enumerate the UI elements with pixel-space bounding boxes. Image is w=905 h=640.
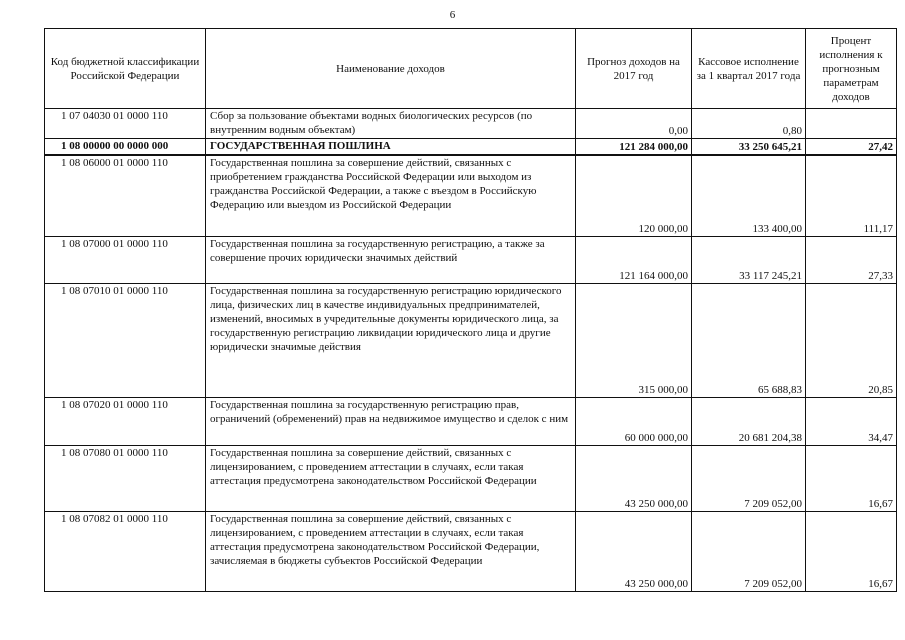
cell-forecast: 43 250 000,00 [576, 446, 692, 512]
cell-forecast: 121 164 000,00 [576, 237, 692, 284]
table-row [45, 109, 897, 139]
cell-percent: 34,47 [806, 398, 897, 446]
header-name: Наименование доходов [206, 29, 576, 109]
table-row-total [45, 139, 897, 155]
cell-cash: 0,80 [692, 109, 806, 139]
cell-percent: 16,67 [806, 512, 897, 592]
header-forecast: Прогноз доходов на 2017 год [576, 29, 692, 109]
cell-forecast: 0,00 [576, 109, 692, 139]
cell-percent: 27,42 [806, 139, 897, 155]
cell-cash: 7 209 052,00 [692, 446, 806, 512]
cell-code: 1 08 07080 01 0000 110 [45, 446, 206, 512]
cell-name: Государственная пошлина за совершение действий, связанных с приобретением гражданства Российской Федерации или выходом из гражданства Российской Федерации, а также с въездом в Российскую Федерацию или выездом из Российской Федерации [206, 155, 576, 237]
cell-cash: 7 209 052,00 [692, 512, 806, 592]
cell-percent: 16,67 [806, 446, 897, 512]
cell-forecast: 315 000,00 [576, 284, 692, 398]
cell-percent: 20,85 [806, 284, 897, 398]
cell-percent [806, 109, 897, 139]
cell-cash: 33 250 645,21 [692, 139, 806, 155]
table-row [45, 398, 897, 446]
header-percent: Процент исполнения к прогнозным параметрам доходов [806, 29, 897, 109]
cell-name: Государственная пошлина за государственную регистрацию, а также за совершение прочих юридически значимых действий [206, 237, 576, 284]
cell-name: Государственная пошлина за государственную регистрацию прав, ограничений (обременений) прав на недвижимое имущество и сделок с ним [206, 398, 576, 446]
cell-cash: 133 400,00 [692, 155, 806, 237]
cell-forecast: 43 250 000,00 [576, 512, 692, 592]
cell-name: Государственная пошлина за совершение действий, связанных с лицензированием, с проведением аттестации в случаях, если такая аттестация предусмотрена законодательством Российской Федерации, зачисляемая в бюджеты субъектов Российской Федерации [206, 512, 576, 592]
cell-percent: 27,33 [806, 237, 897, 284]
cell-code: 1 08 00000 00 0000 000 [45, 139, 206, 155]
cell-forecast: 120 000,00 [576, 155, 692, 237]
revenue-table [44, 28, 897, 592]
table-row [45, 512, 897, 592]
cell-forecast: 121 284 000,00 [576, 139, 692, 155]
page-number: 6 [449, 9, 456, 21]
cell-percent: 111,17 [806, 155, 897, 237]
cell-code: 1 08 07082 01 0000 110 [45, 512, 206, 592]
table-row [45, 284, 897, 398]
cell-name: ГОСУДАРСТВЕННАЯ ПОШЛИНА [206, 139, 576, 155]
cell-code: 1 07 04030 01 0000 110 [45, 109, 206, 139]
cell-code: 1 08 07000 01 0000 110 [45, 237, 206, 284]
cell-code: 1 08 07010 01 0000 110 [45, 284, 206, 398]
table-row [45, 446, 897, 512]
table-row [45, 237, 897, 284]
cell-cash: 65 688,83 [692, 284, 806, 398]
cell-name: Сбор за пользование объектами водных биологических ресурсов (по внутренним водным объектам) [206, 109, 576, 139]
cell-code: 1 08 07020 01 0000 110 [45, 398, 206, 446]
cell-cash: 33 117 245,21 [692, 237, 806, 284]
cell-name: Государственная пошлина за совершение действий, связанных с лицензированием, с проведением аттестации в случаях, если такая аттестация предусмотрена законодательством Российской Федерации [206, 446, 576, 512]
cell-forecast: 60 000 000,00 [576, 398, 692, 446]
cell-code: 1 08 06000 01 0000 110 [45, 155, 206, 237]
cell-name: Государственная пошлина за государственную регистрацию юридического лица, физических лиц в качестве индивидуальных предпринимателей, изменений, вносимых в учредительные документы юридического лица, за государственную регистрацию ликвидации юридического лица и другие юридически значимые действия [206, 284, 576, 398]
cell-cash: 20 681 204,38 [692, 398, 806, 446]
table-row [45, 155, 897, 237]
header-row [45, 29, 897, 109]
header-cash: Кассовое исполнение за 1 квартал 2017 года [692, 29, 806, 109]
header-code: Код бюджетной классификации Российской Федерации [45, 29, 206, 109]
